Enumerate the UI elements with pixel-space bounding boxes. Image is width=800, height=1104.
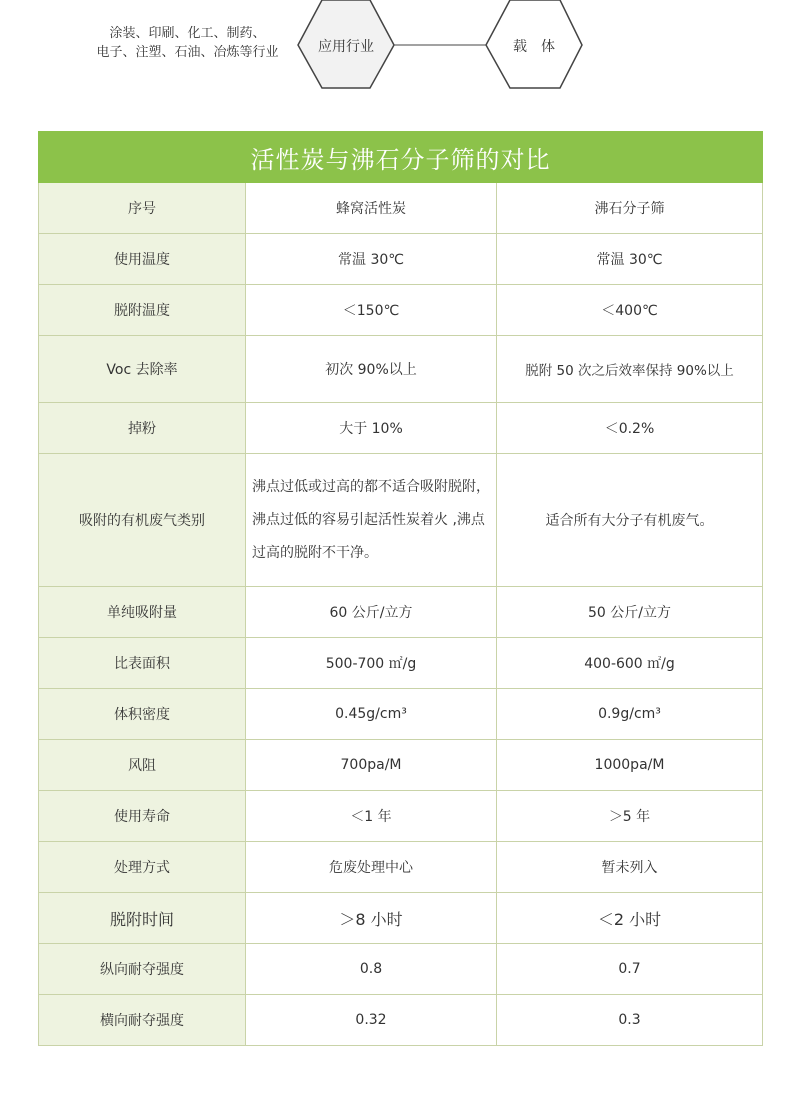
activated-carbon-value: 大于 10%: [246, 403, 497, 454]
industry-line-1: 涂装、印刷、化工、制药、: [109, 26, 266, 41]
table-row: [39, 638, 763, 689]
table-title-row: [39, 132, 763, 183]
activated-carbon-value: 常温 30℃: [246, 234, 497, 285]
row-label: 单纯吸附量: [39, 587, 246, 638]
activated-carbon-value: 沸点过低或过高的都不适合吸附脱附，沸点过低的容易引起活性炭着火 ,沸点过高的脱附不干净。: [246, 454, 497, 587]
zeolite-value: ＜2 小时: [497, 893, 763, 944]
zeolite-value: 0.3: [497, 995, 763, 1046]
zeolite-value: ＜0.2%: [497, 403, 763, 454]
row-label: 风阻: [39, 740, 246, 791]
table-title: 活性炭与沸石分子筛的对比: [39, 132, 763, 183]
hex-carrier-label: 载 体: [513, 39, 555, 55]
row-label: 掉粉: [39, 403, 246, 454]
table-row: [39, 893, 763, 944]
row-label: 比表面积: [39, 638, 246, 689]
zeolite-value: ＜400℃: [497, 285, 763, 336]
activated-carbon-value: 危废处理中心: [246, 842, 497, 893]
table-row: [39, 791, 763, 842]
row-label: Voc 去除率: [39, 336, 246, 403]
row-label: 使用温度: [39, 234, 246, 285]
activated-carbon-value: ＞8 小时: [246, 893, 497, 944]
zeolite-value: 400-600 ㎡/g: [497, 638, 763, 689]
activated-carbon-value: ＜150℃: [246, 285, 497, 336]
activated-carbon-value: 初次 90%以上: [246, 336, 497, 403]
row-label: 横向耐夺强度: [39, 995, 246, 1046]
zeolite-value: 0.9g/cm³: [497, 689, 763, 740]
zeolite-value: 适合所有大分子有机废气。: [497, 454, 763, 587]
row-label: 处理方式: [39, 842, 246, 893]
zeolite-value: ＞5 年: [497, 791, 763, 842]
hex-diagram: [0, 0, 800, 110]
table-row: [39, 183, 763, 234]
activated-carbon-value: 60 公斤/立方: [246, 587, 497, 638]
table-row: [39, 842, 763, 893]
row-label: 体积密度: [39, 689, 246, 740]
table-row: [39, 689, 763, 740]
industry-header: [0, 0, 800, 110]
activated-carbon-value: 700pa/M: [246, 740, 497, 791]
industry-line-2: 电子、注塑、石油、冶炼等行业: [96, 45, 279, 60]
zeolite-value: 沸石分子筛: [497, 183, 763, 234]
table-row: [39, 336, 763, 403]
activated-carbon-value: 0.32: [246, 995, 497, 1046]
table-row: [39, 403, 763, 454]
table-row: [39, 234, 763, 285]
table-row: [39, 285, 763, 336]
row-label: 脱附时间: [39, 893, 246, 944]
activated-carbon-value: 蜂窝活性炭: [246, 183, 497, 234]
activated-carbon-value: 500-700 ㎡/g: [246, 638, 497, 689]
table-row: [39, 995, 763, 1046]
table-row: [39, 587, 763, 638]
activated-carbon-value: 0.8: [246, 944, 497, 995]
zeolite-value: 常温 30℃: [497, 234, 763, 285]
comparison-table: [38, 131, 763, 1046]
table-row: [39, 740, 763, 791]
zeolite-value: 脱附 50 次之后效率保持 90%以上: [497, 336, 763, 403]
table-row: [39, 944, 763, 995]
row-label: 序号: [39, 183, 246, 234]
activated-carbon-value: ＜1 年: [246, 791, 497, 842]
activated-carbon-value: 0.45g/cm³: [246, 689, 497, 740]
zeolite-value: 暂未列入: [497, 842, 763, 893]
table-row: [39, 454, 763, 587]
zeolite-value: 1000pa/M: [497, 740, 763, 791]
row-label: 吸附的有机废气类别: [39, 454, 246, 587]
row-label: 使用寿命: [39, 791, 246, 842]
row-label: 脱附温度: [39, 285, 246, 336]
hex-industry-label: 应用行业: [318, 39, 374, 55]
row-label: 纵向耐夺强度: [39, 944, 246, 995]
zeolite-value: 0.7: [497, 944, 763, 995]
zeolite-value: 50 公斤/立方: [497, 587, 763, 638]
